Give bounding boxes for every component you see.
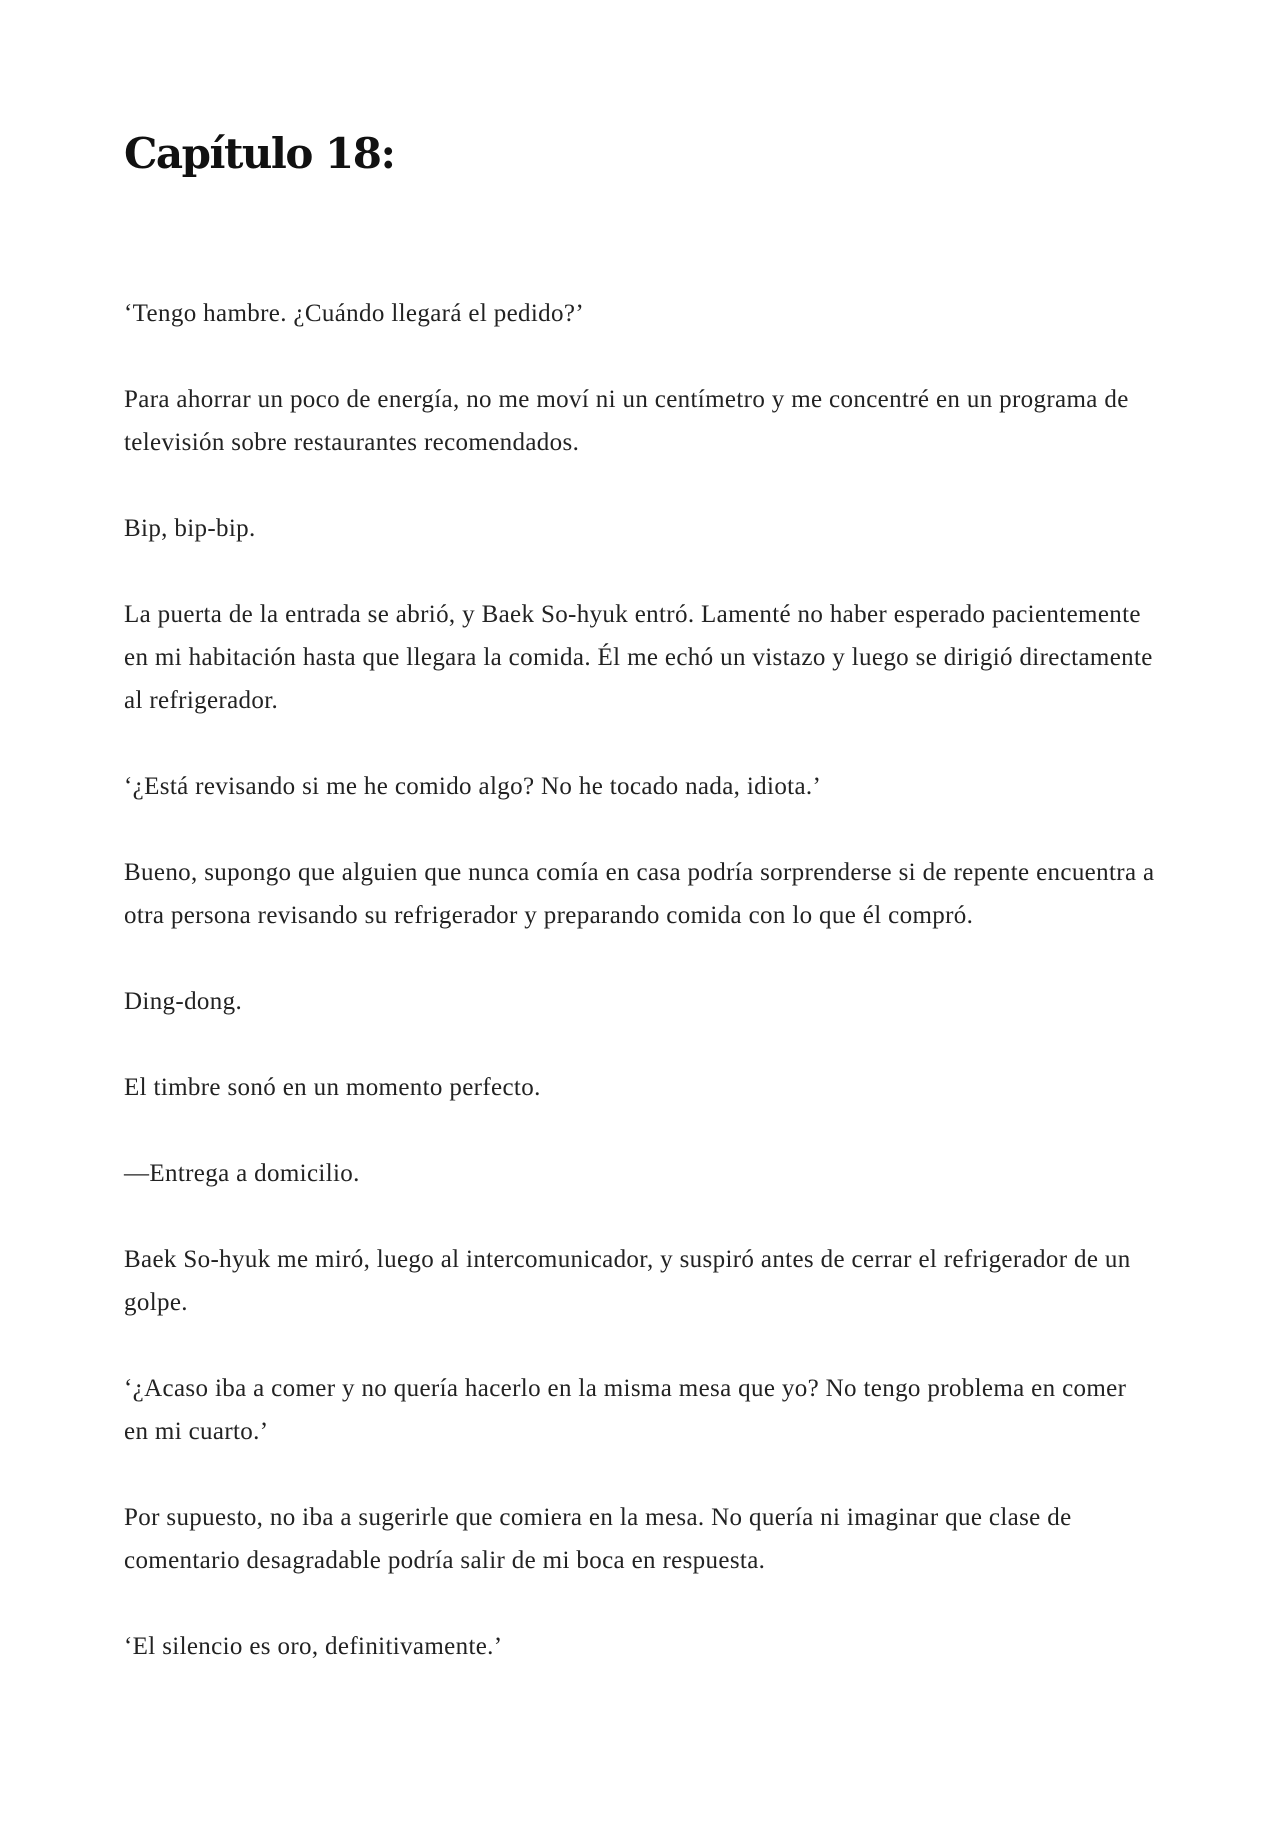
paragraph: Ding-dong. bbox=[124, 988, 243, 1015]
paragraph: Por supuesto, no iba a sugerirle que comiera en la mesa. No quería ni imaginar que clase de comentario desagradable podría salir de mi boca en respuesta. bbox=[124, 1504, 1072, 1574]
chapter-title: Capítulo 18: bbox=[124, 129, 395, 178]
paragraph: Baek So-hyuk me miró, luego al intercomunicador, y suspiró antes de cerrar el refrigerador de un golpe. bbox=[124, 1246, 1131, 1316]
chapter-body bbox=[124, 292, 1156, 1711]
paragraph: Bip, bip-bip. bbox=[124, 515, 256, 542]
paragraph: ‘¿Acaso iba a comer y no quería hacerlo en la misma mesa que yo? No tengo problema en comer en mi cuarto.’ bbox=[124, 1375, 1127, 1445]
paragraph: El timbre sonó en un momento perfecto. bbox=[124, 1074, 541, 1101]
paragraph: ‘El silencio es oro, definitivamente.’ bbox=[124, 1633, 503, 1660]
paragraph: Bueno, supongo que alguien que nunca comía en casa podría sorprenderse si de repente encuentra a otra persona revisando su refrigerador y preparando comida con lo que él compró. bbox=[124, 859, 1155, 929]
paragraph: ‘¿Está revisando si me he comido algo? No he tocado nada, idiota.’ bbox=[124, 773, 822, 800]
paragraph: Para ahorrar un poco de energía, no me moví ni un centímetro y me concentré en un programa de televisión sobre restaurantes recomendados. bbox=[124, 386, 1129, 456]
paragraph: —Entrega a domicilio. bbox=[124, 1160, 360, 1187]
paragraph: La puerta de la entrada se abrió, y Baek So-hyuk entró. Lamenté no haber esperado pacientemente en mi habitación hasta que llegara la comida. Él me echó un vistazo y luego se dirigió directamente al refrigerador. bbox=[124, 601, 1153, 714]
paragraph: ‘Tengo hambre. ¿Cuándo llegará el pedido?’ bbox=[124, 300, 584, 327]
